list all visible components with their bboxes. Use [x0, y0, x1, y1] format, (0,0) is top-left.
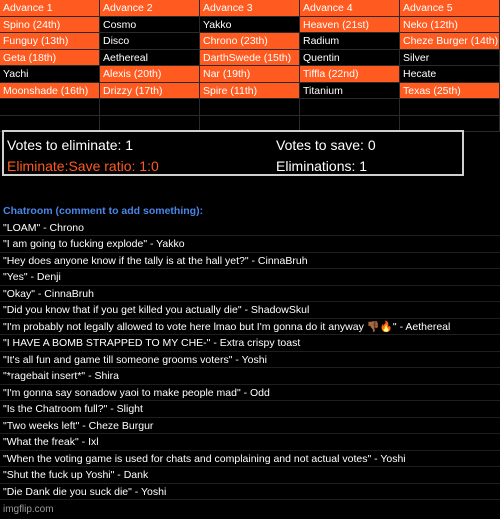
- contestant-cell-eliminated: Cheze Burger (14th): [400, 33, 500, 50]
- contestant-cell: Disco: [100, 33, 200, 50]
- chat-message: "What the freak" - Ixl: [0, 434, 500, 451]
- header-advance-4: Advance 4: [300, 0, 400, 17]
- bracket-row: [0, 17, 500, 34]
- eliminations-count: Eliminations: 1: [276, 158, 368, 174]
- contestant-cell-eliminated: DarthSwede (15th): [200, 50, 300, 67]
- chat-message: "*ragebait insert*" - Shira: [0, 368, 500, 385]
- header-advance-5: Advance 5: [400, 0, 500, 17]
- header-advance-1: Advance 1: [0, 0, 100, 17]
- empty-row: [0, 99, 500, 116]
- contestant-cell-eliminated: Nar (19th): [200, 66, 300, 83]
- empty-cell: [300, 99, 400, 116]
- contestant-cell: Titanium: [300, 83, 400, 100]
- contestant-cell-eliminated: Geta (18th): [0, 50, 100, 67]
- bracket-row: [0, 50, 500, 67]
- chat-message: "I am going to fucking explode" - Yakko: [0, 236, 500, 253]
- contestant-cell: Yachi: [0, 66, 100, 83]
- contestant-cell: Yakko: [200, 17, 300, 34]
- chat-message: "Hey does anyone know if the tally is at the hall yet?" - CinnaBruh: [0, 253, 500, 270]
- chat-message: "Two weeks left" - Cheze Burgur: [0, 418, 500, 435]
- contestant-cell-eliminated: Neko (12th): [400, 17, 500, 34]
- contestant-cell: Radium: [300, 33, 400, 50]
- chat-message: "Shut the fuck up Yoshi" - Dank: [0, 467, 500, 484]
- contestant-cell-eliminated: Spino (24th): [0, 17, 100, 34]
- contestant-cell-eliminated: Heaven (21st): [300, 17, 400, 34]
- contestant-cell-eliminated: Drizzy (17th): [100, 83, 200, 100]
- contestant-cell-eliminated: Tiffla (22nd): [300, 66, 400, 83]
- chat-message: "Yes" - Denji: [0, 269, 500, 286]
- chat-message: "LOAM" - Chrono: [0, 220, 500, 237]
- chat-message: "It's all fun and game till someone grooms voters" - Yoshi: [0, 352, 500, 369]
- chat-message: "Okay" - CinnaBruh: [0, 286, 500, 303]
- contestant-cell-eliminated: Funguy (13th): [0, 33, 100, 50]
- chat-message: "Die Dank die you suck die" - Yoshi: [0, 484, 500, 501]
- contestant-cell: Aethereal: [100, 50, 200, 67]
- empty-spreadsheet-rows: [0, 99, 500, 132]
- chat-message: "I HAVE A BOMB STRAPPED TO MY CHE-" - Extra crispy toast: [0, 335, 500, 352]
- empty-cell: [100, 99, 200, 116]
- vote-stats-box: [2, 130, 464, 176]
- bracket-row: [0, 83, 500, 100]
- chat-message: "I'm probably not legally allowed to vote here lmao but I'm gonna do it anyway 👎🏾🔥" - Aethereal: [0, 319, 500, 336]
- chatroom-title: Chatroom (comment to add something):: [3, 205, 204, 217]
- advance-bracket-table: [0, 0, 500, 99]
- chat-message: "I'm gonna say sonadow yaoi to make people mad" - Odd: [0, 385, 500, 402]
- eliminate-save-ratio: Eliminate:Save ratio: 1:0: [7, 158, 159, 174]
- empty-cell: [0, 99, 100, 116]
- imgflip-watermark: imgflip.com: [3, 504, 54, 515]
- header-advance-3: Advance 3: [200, 0, 300, 17]
- chat-message: "When the voting game is used for chats and complaining and not actual votes" - Yoshi: [0, 451, 500, 468]
- header-advance-2: Advance 2: [100, 0, 200, 17]
- bracket-header-row: [0, 0, 500, 17]
- contestant-cell-eliminated: Spire (11th): [200, 83, 300, 100]
- chatroom: [0, 203, 500, 500]
- contestant-cell: Hecate: [400, 66, 500, 83]
- chat-message: "Did you know that if you get killed you actually die" - ShadowSkul: [0, 302, 500, 319]
- contestant-cell-eliminated: Alexis (20th): [100, 66, 200, 83]
- contestant-cell-eliminated: Chrono (23th): [200, 33, 300, 50]
- votes-to-save: Votes to save: 0: [276, 137, 376, 153]
- contestant-cell-eliminated: Texas (25th): [400, 83, 500, 100]
- contestant-cell-eliminated: Moonshade (16th): [0, 83, 100, 100]
- bracket-row: [0, 33, 500, 50]
- bracket-body: [0, 17, 500, 100]
- chat-message-list: [0, 220, 500, 501]
- contestant-cell: Quentin: [300, 50, 400, 67]
- empty-cell: [400, 99, 500, 116]
- bracket-row: [0, 66, 500, 83]
- contestant-cell: Silver: [400, 50, 500, 67]
- empty-cell: [200, 99, 300, 116]
- contestant-cell: Cosmo: [100, 17, 200, 34]
- chat-message: "Is the Chatroom full?" - Slight: [0, 401, 500, 418]
- votes-to-eliminate: Votes to eliminate: 1: [7, 137, 134, 153]
